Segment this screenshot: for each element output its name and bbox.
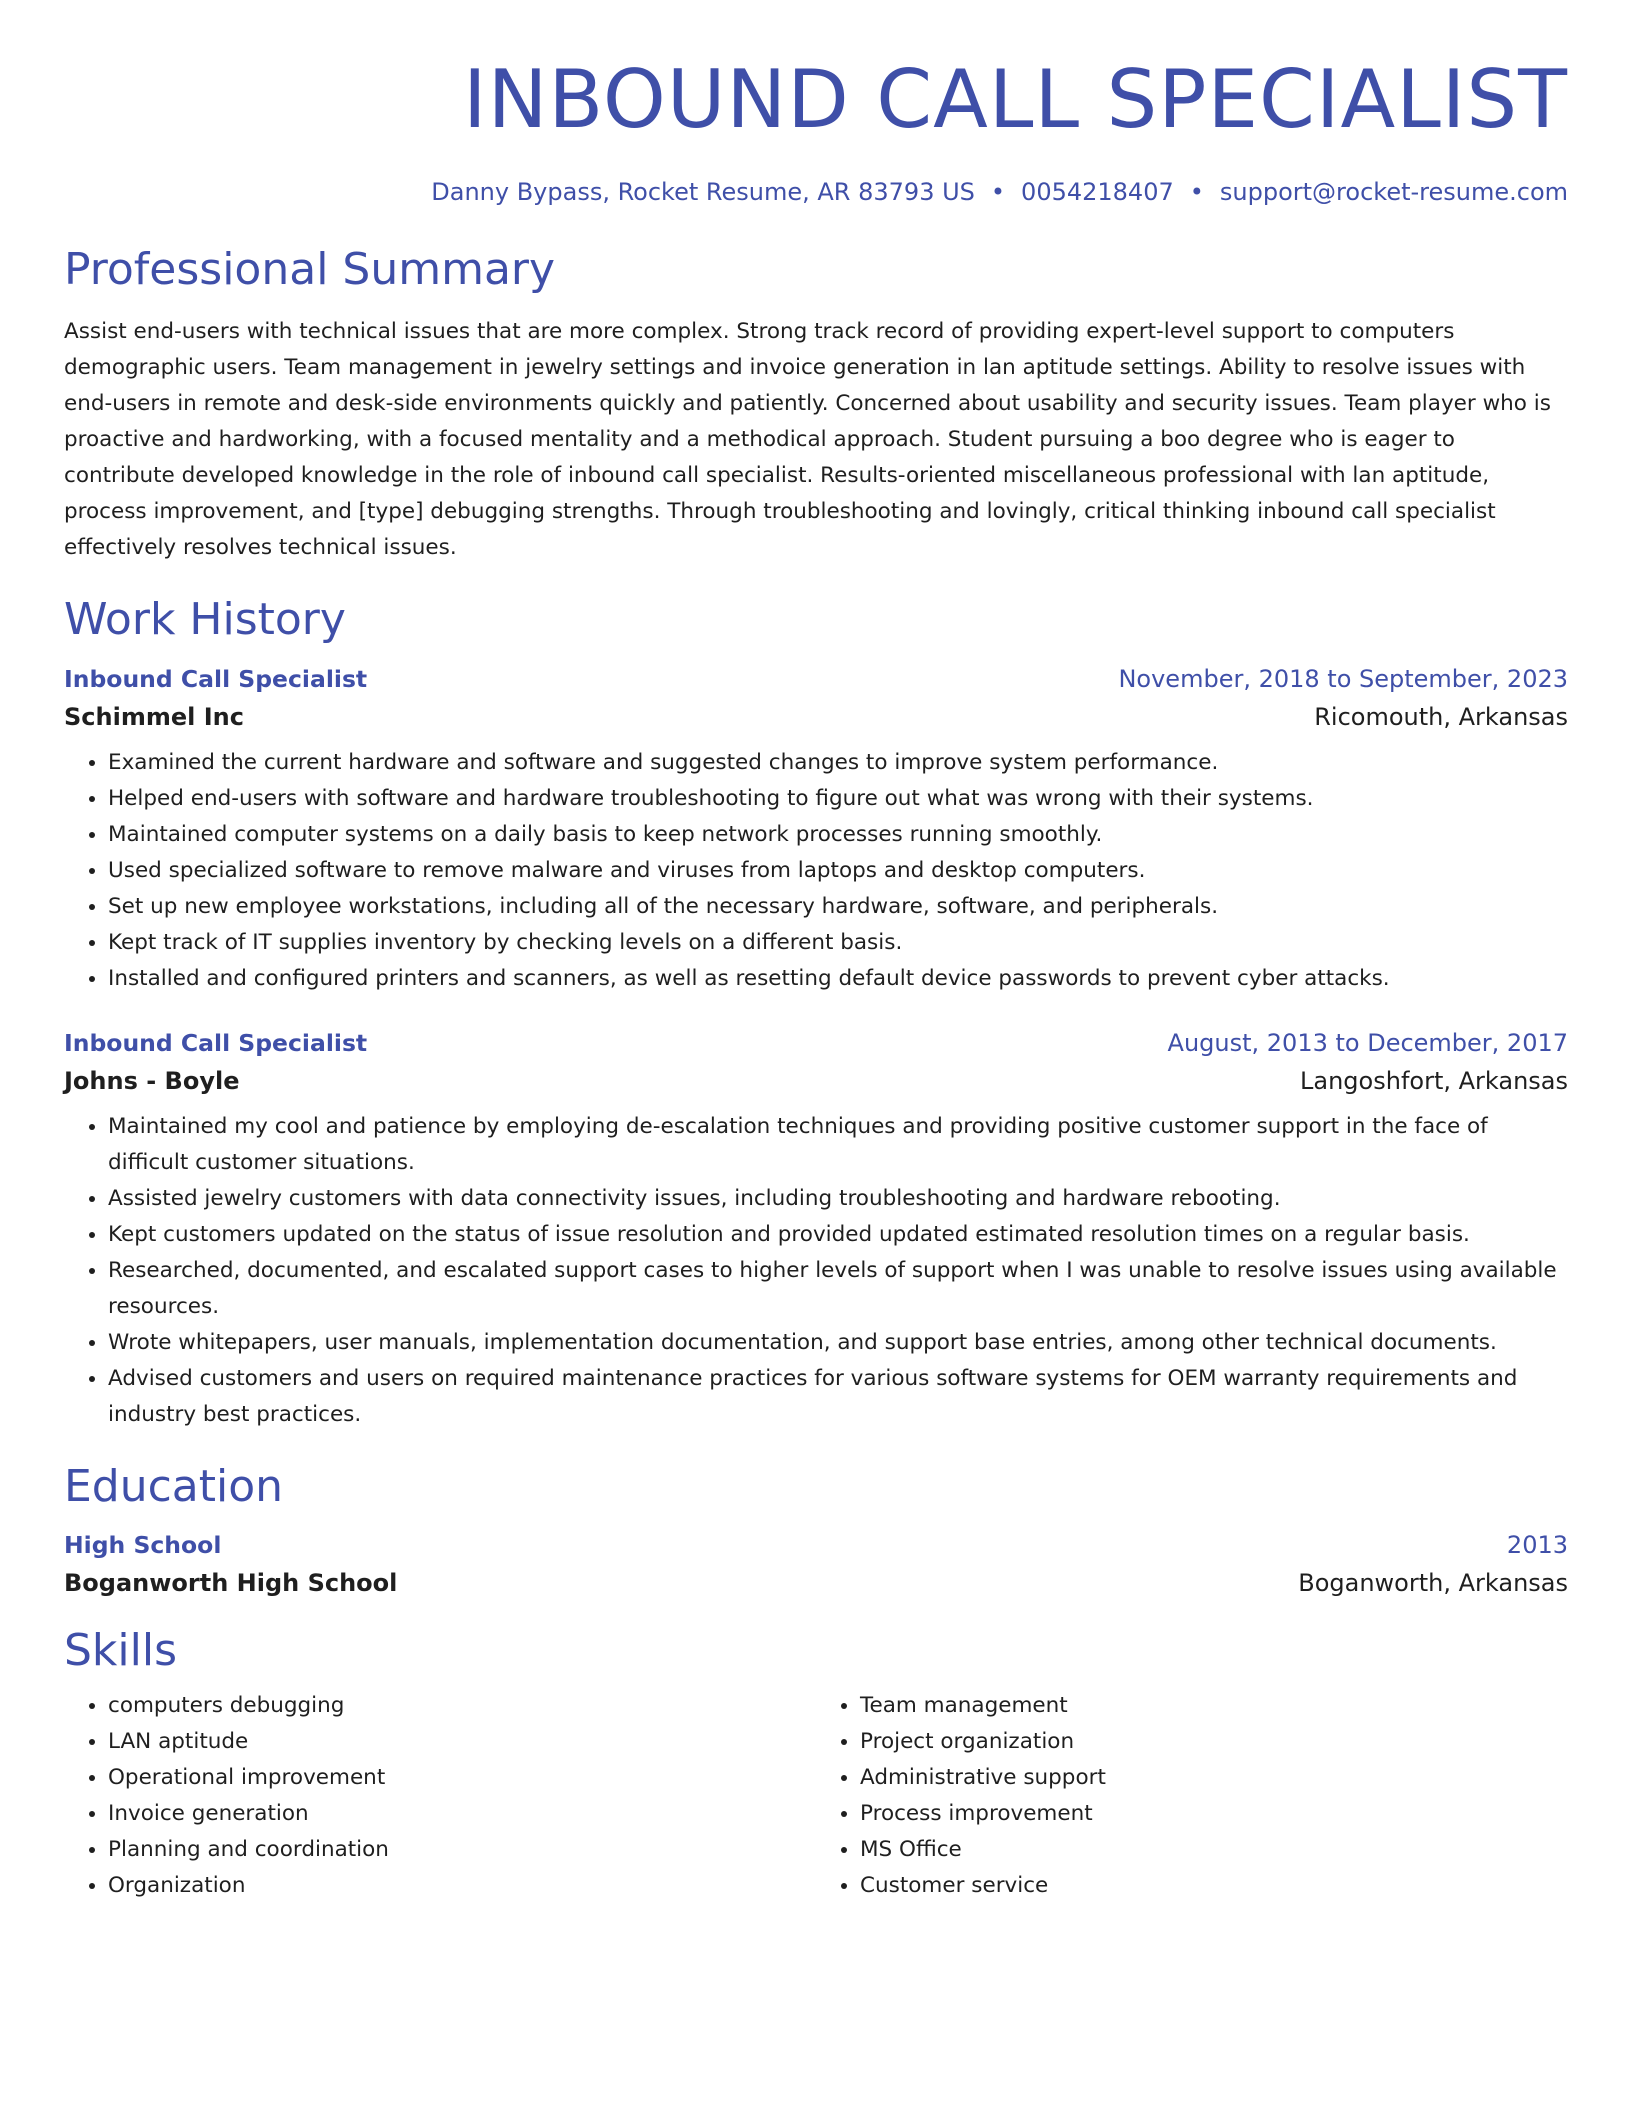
skills-list-right <box>816 1688 1568 1904</box>
job-bullet: • Helped end-users with software and hardware troubleshooting to figure out what was wrong with their systems. <box>108 781 1568 817</box>
job-dates: August, 2013 to December, 2017 <box>1167 1028 1568 1057</box>
job-header <box>64 1029 1568 1057</box>
skill-item: • Organization <box>108 1868 816 1904</box>
job-dates: November, 2018 to September, 2023 <box>1118 664 1568 693</box>
job-bullets <box>64 745 1568 997</box>
job-bullet: • Wrote whitepapers, user manuals, implementation documentation, and support base entries, among other technical documents. <box>108 1325 1568 1361</box>
job-bullet: • Maintained my cool and patience by employing de-escalation techniques and providing positive customer support in the face of difficult customer situations. <box>108 1109 1568 1181</box>
section-heading-education: Education <box>64 1460 284 1512</box>
skill-item: • Project organization <box>860 1724 1568 1760</box>
contact-line <box>64 178 1568 206</box>
job-bullet: • Assisted jewelry customers with data connectivity issues, including troubleshooting and hardware rebooting. <box>108 1181 1568 1217</box>
job-bullets <box>64 1109 1568 1433</box>
job-location: Ricomouth, Arkansas <box>1314 702 1568 731</box>
skill-item: • Customer service <box>860 1868 1568 1904</box>
job-header <box>64 665 1568 693</box>
job-title: Inbound Call Specialist <box>64 664 368 693</box>
job-location: Langoshfort, Arkansas <box>1300 1066 1568 1095</box>
job-bullet: • Examined the current hardware and software and suggested changes to improve system performance. <box>108 745 1568 781</box>
skill-item: • LAN aptitude <box>108 1724 816 1760</box>
section-heading-work-history: Work History <box>64 594 346 646</box>
job-bullet: • Set up new employee workstations, including all of the necessary hardware, software, and peripherals. <box>108 889 1568 925</box>
education-degree: High School <box>64 1531 222 1560</box>
skill-item: • MS Office <box>860 1832 1568 1868</box>
education-location: Boganworth, Arkansas <box>1298 1569 1568 1598</box>
skill-item: • Invoice generation <box>108 1796 816 1832</box>
job-bullet: • Maintained computer systems on a daily basis to keep network processes running smoothly. <box>108 817 1568 853</box>
work-history-section <box>64 596 1568 1432</box>
education-section <box>64 1460 1568 1598</box>
skill-item: • Planning and coordination <box>108 1832 816 1868</box>
job-bullet: • Kept track of IT supplies inventory by checking levels on a different basis. <box>108 925 1568 961</box>
skill-item: • Administrative support <box>860 1760 1568 1796</box>
section-heading-summary: Professional Summary <box>64 244 556 295</box>
job-entry <box>64 665 1568 997</box>
education-header <box>64 1531 1568 1559</box>
skills-list-left <box>64 1688 816 1904</box>
job-bullet: • Installed and configured printers and scanners, as well as resetting default device passwords to prevent cyber attacks. <box>108 961 1568 997</box>
contact-email: support@rocket-resume.com <box>1219 178 1568 206</box>
education-year: 2013 <box>1506 1531 1568 1560</box>
skill-item: • computers debugging <box>108 1688 816 1724</box>
contact-phone: 0054218407 <box>1021 178 1174 206</box>
job-bullet: • Advised customers and users on required maintenance practices for various software systems for OEM warranty requirements and industry best practices. <box>108 1361 1568 1433</box>
education-school: Boganworth High School <box>64 1569 398 1598</box>
job-title: Inbound Call Specialist <box>64 1028 368 1057</box>
job-entry <box>64 1029 1568 1433</box>
contact-separator: • <box>1189 178 1204 206</box>
job-subheader <box>64 703 1568 731</box>
job-company: Johns - Boyle <box>64 1066 240 1095</box>
resume-title: INBOUND CALL SPECIALIST <box>462 53 1568 146</box>
job-bullet: • Kept customers updated on the status of issue resolution and provided updated estimated resolution times on a regular basis. <box>108 1217 1568 1253</box>
skills-section <box>64 1627 1568 1903</box>
skill-item: • Team management <box>860 1688 1568 1724</box>
job-company: Schimmel Inc <box>64 702 244 731</box>
skill-item: • Process improvement <box>860 1796 1568 1832</box>
skills-columns <box>64 1688 1568 1904</box>
skill-item: • Operational improvement <box>108 1760 816 1796</box>
contact-address: Danny Bypass, Rocket Resume, AR 83793 US <box>431 178 975 206</box>
job-bullet: • Used specialized software to remove malware and viruses from laptops and desktop computers. <box>108 853 1568 889</box>
job-bullet: • Researched, documented, and escalated support cases to higher levels of support when I was unable to resolve issues using available resources. <box>108 1253 1568 1325</box>
section-heading-skills: Skills <box>64 1625 178 1677</box>
summary-text: Assist end-users with technical issues that are more complex. Strong track record of providing expert-level support to computers demographic users. Team management in jewelry settings and invoice generation in lan aptitude settings. Ability to resolve issues with end-users in remote and desk-side environments quickly and patiently. Concerned about usability and security issues. Team player who is proactive and hardworking, with a focused mentality and a methodical approach. Student pursuing a boo degree who is eager to contribute developed knowledge in the role of inbound call specialist. Results-oriented miscellaneous professional with lan aptitude, process improvement, and [type] debugging strengths. Through troubleshooting and lovingly, critical thinking inbound call specialist effectively resolves technical issues. <box>64 319 1551 561</box>
education-subheader <box>64 1569 1568 1597</box>
contact-separator: • <box>990 178 1006 206</box>
summary-section <box>64 246 1568 566</box>
job-subheader <box>64 1067 1568 1095</box>
